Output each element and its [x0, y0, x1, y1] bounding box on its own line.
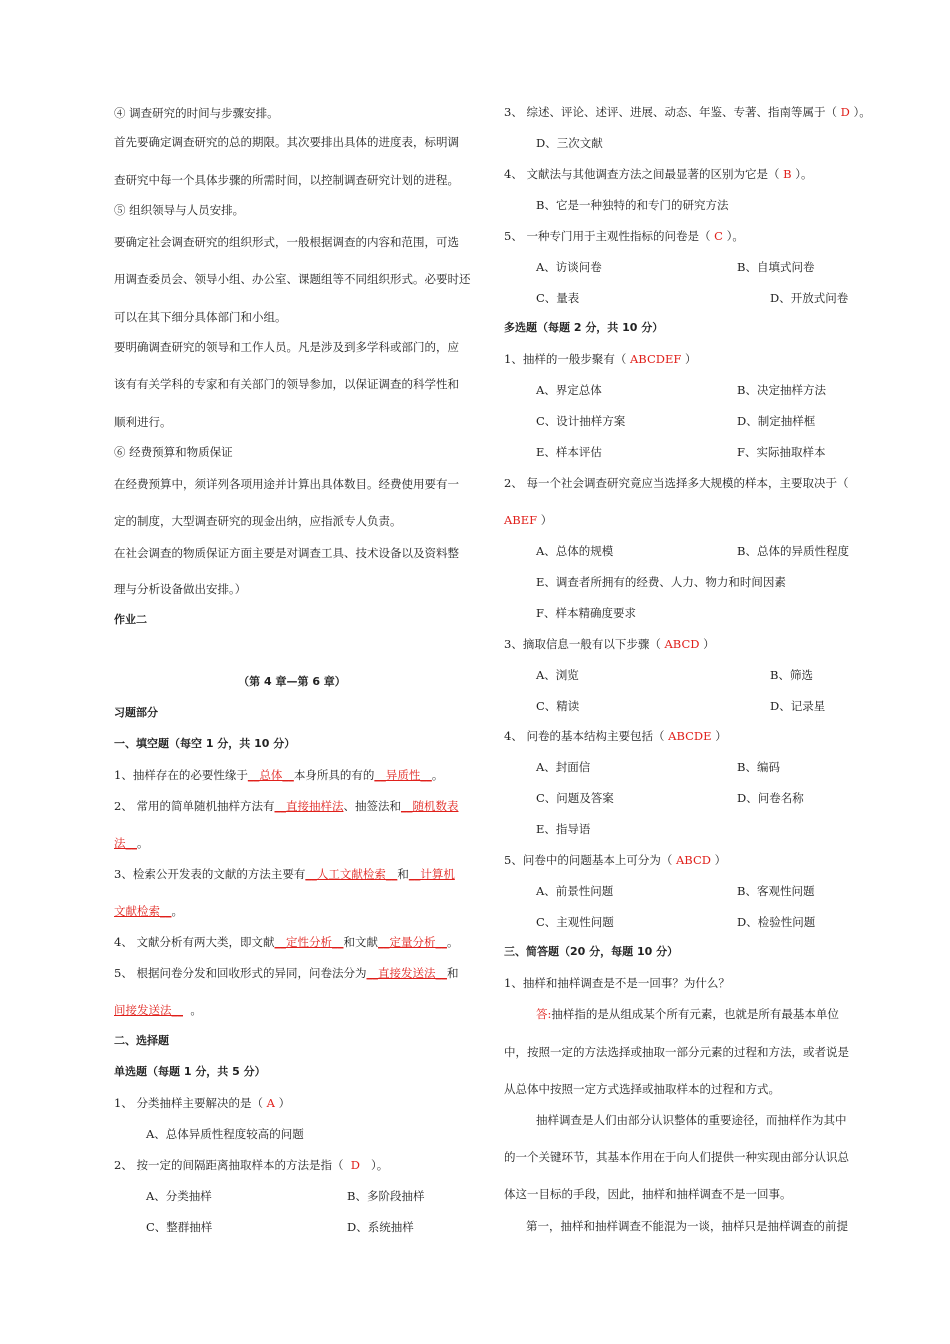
option: D、检验性问题	[737, 915, 816, 929]
paragraph: 要确定社会调查研究的组织形式，一般根据调查的内容和范围，可选	[114, 235, 459, 249]
answer: __定量分析__	[377, 935, 447, 949]
option: A、浏览	[536, 668, 579, 682]
paragraph: 该有有关学科的专家和有关部门的领导参加，以保证调查的科学性和	[114, 377, 459, 391]
option: F、实际抽取样本	[737, 445, 826, 459]
option: B、筛选	[770, 668, 813, 682]
answer: 法__	[114, 836, 137, 850]
option: B、总体的异质性程度	[737, 544, 849, 558]
answer: ABCDEF	[629, 352, 682, 366]
paragraph: 首先要确定调查研究的总的期限。其次要排出具体的进度表，标明调	[114, 135, 459, 149]
option: F、样本精确度要求	[536, 606, 636, 620]
paragraph: 在经费预算中，须详列各项用途并计算出具体数目。经费使用要有一	[114, 477, 459, 491]
answer: B	[783, 167, 792, 181]
paragraph: 在社会调查的物质保证方面主要是对调查工具、技术设备以及资料整	[114, 546, 459, 560]
answer-paragraph: 中，按照一定的方法选择或抽取一部分元素的过程和方法，或者说是	[504, 1045, 849, 1059]
answer: ABCD	[675, 853, 711, 867]
option: B、自填式问卷	[737, 260, 815, 274]
option: C、整群抽样	[146, 1220, 213, 1234]
single-question-3: 3、 综述、评论、述评、进展、动态、年鉴、专著、指南等属于（ D ）。	[504, 105, 871, 119]
option: A、界定总体	[536, 383, 602, 397]
answer-paragraph: 从总体中按照一定方式选择或抽取样本的过程和方式。	[504, 1082, 780, 1096]
option: A、分类抽样	[146, 1189, 212, 1203]
homework-title: 作业二	[114, 613, 147, 626]
option: B、多阶段抽样	[347, 1189, 425, 1203]
answer-paragraph: 第一，抽样和抽样调查不能混为一谈，抽样只是抽样调查的前提	[526, 1219, 848, 1233]
answer: D	[350, 1158, 361, 1172]
option: D、记录星	[770, 699, 826, 713]
answer-label: 答:	[536, 1007, 552, 1021]
fill-in-section-title: 一、填空题（每空 1 分，共 10 分）	[114, 737, 296, 750]
answer-paragraph: 答:抽样指的是从组成某个所有元素，也就是所有最基本单位	[536, 1007, 839, 1021]
multi-question-4: 4、 问卷的基本结构主要包括（ ABCDE ）	[504, 729, 727, 743]
paragraph: 理与分析设备做出安排。）	[114, 582, 247, 596]
fill-question-1: 1、抽样存在的必要性缘于__总体__本身所具的有的__异质性__。	[114, 768, 444, 782]
choice-section-title: 二、选择题	[114, 1034, 169, 1047]
option: D、三次文献	[536, 136, 603, 150]
answer: __随机数表	[400, 799, 459, 813]
option: D、开放式问卷	[770, 291, 849, 305]
option: A、总体异质性程度较高的问题	[146, 1127, 304, 1141]
answer: A	[266, 1096, 275, 1110]
option: A、总体的规模	[536, 544, 614, 558]
multi-question-2-cont: ABEF ）	[504, 513, 553, 527]
answer: ABEF	[504, 513, 538, 527]
step4-heading: ④ 调查研究的时间与步骤安排。	[114, 106, 279, 120]
answer: __计算机	[408, 867, 455, 881]
answer: ABCDE	[668, 729, 712, 743]
paragraph: 查研究中每一个具体步骤的所需时间，以控制调查研究计划的进程。	[114, 173, 459, 187]
answer: __定性分析__	[274, 935, 344, 949]
exercises-heading: 习题部分	[114, 706, 158, 719]
answer-paragraph: 体这一目标的手段，因此，抽样和抽样调查不是一回事。	[504, 1187, 792, 1201]
answer: __直接发送法__	[366, 966, 447, 980]
single-question-4: 4、 文献法与其他调查方法之间最显著的区别为它是（ B ）。	[504, 167, 813, 181]
option: E、样本评估	[536, 445, 602, 459]
fill-question-5-cont: 间接发送法__ 。	[114, 1003, 202, 1017]
option: E、调查者所拥有的经费、人力、物力和时间因素	[536, 575, 786, 589]
answer: __直接抽样法	[274, 799, 344, 813]
option: C、设计抽样方案	[536, 414, 626, 428]
option: B、编码	[737, 760, 780, 774]
option: C、问题及答案	[536, 791, 614, 805]
paragraph: 要明确调查研究的领导和工作人员。凡是涉及到多学科或部门的，应	[114, 340, 459, 354]
fill-question-5: 5、 根据问卷分发和回收形式的异同，问卷法分为__直接发送法__和	[114, 966, 459, 980]
option: D、问卷名称	[737, 791, 804, 805]
multi-question-5: 5、问卷中的问题基本上可分为（ ABCD ）	[504, 853, 727, 867]
multi-question-2: 2、 每一个社会调查研究竟应当选择多大规模的样本，主要取决于（	[504, 476, 849, 490]
answer: __总体__	[247, 768, 294, 782]
step5-heading: ⑤ 组织领导与人员安排。	[114, 203, 245, 217]
multi-question-1: 1、抽样的一般步聚有（ ABCDEF ）	[504, 352, 697, 366]
single-question-2: 2、 按一定的间隔距离抽取样本的方法是指（ D ）。	[114, 1158, 389, 1172]
option: B、它是一种独特的和专门的研究方法	[536, 198, 729, 212]
option: C、主观性问题	[536, 915, 614, 929]
short-question-1: 1、抽样和抽样调查是不是一回事？为什么？	[504, 976, 730, 990]
answer-paragraph: 的一个关键环节，其基本作用在于向人们提供一种实现由部分认识总	[504, 1150, 849, 1164]
option: C、量表	[536, 291, 580, 305]
option: B、决定抽样方法	[737, 383, 826, 397]
paragraph: 用调查委员会、领导小组、办公室、课题组等不同组织形式。必要时还	[114, 272, 471, 286]
single-choice-title: 单选题（每题 1 分，共 5 分）	[114, 1065, 266, 1078]
paragraph: 定的制度，大型调查研究的现金出纳，应指派专人负责。	[114, 514, 402, 528]
paragraph: 可以在其下细分具体部门和小组。	[114, 310, 287, 324]
answer: __异质性__	[374, 768, 432, 782]
option: A、访谈问卷	[536, 260, 602, 274]
fill-question-3: 3、检索公开发表的文献的方法主要有__人工文献检索__和__计算机	[114, 867, 455, 881]
answer: 文献检索__	[114, 904, 172, 918]
answer: 间接发送法__	[114, 1003, 183, 1017]
chapter-range: （第 4 章—第 6 章）	[238, 675, 346, 688]
option: D、系统抽样	[347, 1220, 414, 1234]
answer: ABCD	[664, 637, 700, 651]
multi-choice-title: 多选题（每题 2 分，共 10 分）	[504, 321, 664, 334]
option: D、制定抽样框	[737, 414, 816, 428]
option: A、封面信	[536, 760, 591, 774]
fill-question-2-cont: 法__。	[114, 836, 149, 850]
single-question-1: 1、 分类抽样主要解决的是（ A ）	[114, 1096, 291, 1110]
answer-paragraph: 抽样调查是人们由部分认识整体的重要途径，而抽样作为其中	[536, 1113, 847, 1127]
answer: C	[714, 229, 723, 243]
short-answer-title: 三、简答题（20 分，每题 10 分）	[504, 945, 679, 958]
single-question-5: 5、 一种专门用于主观性指标的问卷是（ C ）。	[504, 229, 744, 243]
step6-heading: ⑥ 经费预算和物质保证	[114, 445, 233, 459]
option: C、精读	[536, 699, 580, 713]
fill-question-2: 2、 常用的简单随机抽样方法有__直接抽样法、抽签法和__随机数表	[114, 799, 459, 813]
fill-question-3-cont: 文献检索__。	[114, 904, 183, 918]
multi-question-3: 3、摘取信息一般有以下步骤（ ABCD ）	[504, 637, 715, 651]
answer: __人工文献检索__	[305, 867, 398, 881]
paragraph: 顺利进行。	[114, 415, 172, 429]
option: E、指导语	[536, 822, 591, 836]
option: A、前景性问题	[536, 884, 614, 898]
answer: D	[840, 105, 850, 119]
option: B、客观性问题	[737, 884, 815, 898]
fill-question-4: 4、 文献分析有两大类，即文献__定性分析__和文献__定量分析__。	[114, 935, 459, 949]
